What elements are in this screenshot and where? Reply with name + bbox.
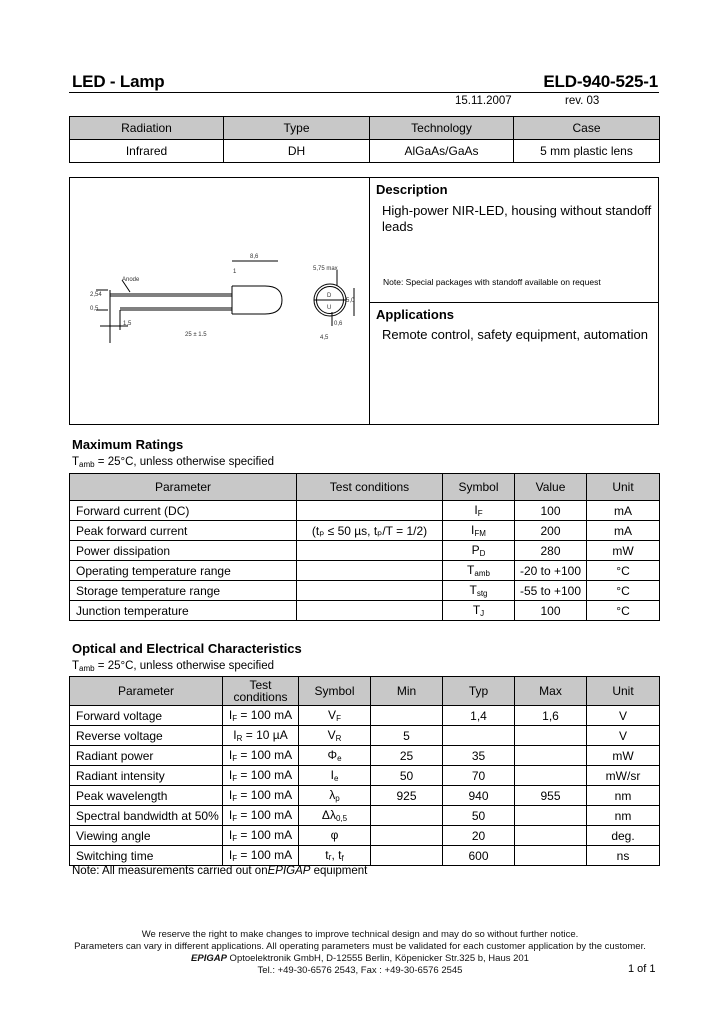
value-cell: 100: [515, 601, 587, 621]
table-row: [70, 846, 660, 866]
svg-text:U: U: [327, 305, 332, 311]
symbol: V: [327, 728, 336, 742]
optical-header-min: Min: [371, 677, 443, 706]
summary-header-type: Type: [224, 117, 370, 140]
symbol: T: [467, 563, 475, 577]
conditions-cell: [223, 766, 299, 786]
symbol: λ: [329, 788, 336, 802]
conditions-cell: [297, 501, 443, 521]
summary-header-case: Case: [514, 117, 660, 140]
summary-header-radiation: Radiation: [70, 117, 224, 140]
svg-text:1: 1: [233, 269, 237, 275]
conditions-cell: [223, 786, 299, 806]
cond-symbol: I: [228, 768, 233, 782]
symbol-sub: F: [336, 714, 341, 723]
parameter-cell: Spectral bandwidth at 50%: [70, 806, 223, 826]
conditions-cell: (tₚ ≤ 50 µs, tₚ/T = 1/2): [297, 521, 443, 541]
conditions-cell: [223, 706, 299, 726]
symbol-sub: R: [335, 734, 342, 743]
symbol-cell: [299, 846, 371, 866]
optical-condition: [72, 660, 274, 673]
cond-sub: F: [232, 794, 238, 803]
part-number: ELD-940-525-1: [543, 72, 658, 91]
cond-sub: F: [232, 714, 238, 723]
cond-sub: F: [232, 834, 238, 843]
symbol-sub: f: [341, 854, 344, 863]
symbol-cell: [443, 561, 515, 581]
description-panel: [369, 177, 659, 303]
unit-cell: °C: [587, 581, 660, 601]
table-row: [70, 766, 660, 786]
symbol-cell: [299, 726, 371, 746]
cond-symbol: I: [228, 788, 233, 802]
min-cell: 925: [371, 786, 443, 806]
unit-cell: mA: [587, 501, 660, 521]
measurement-note: [72, 865, 367, 877]
optical-header-conditions: Test conditions: [223, 677, 299, 706]
unit-cell: mW/sr: [587, 766, 660, 786]
max-cell: [515, 826, 587, 846]
footer-disclaimer-2: Parameters can vary in different applications. All operating parameters must be validated for each customer application by the customer.: [74, 941, 646, 952]
symbol-cell: [443, 581, 515, 601]
symbol: V: [328, 708, 337, 722]
symbol-sub: p: [335, 794, 340, 803]
max-header-conditions: Test conditions: [297, 474, 443, 501]
summary-table: [69, 116, 660, 163]
note-prefix: Note: All measurements carried out on: [72, 865, 268, 877]
typ-cell: [443, 726, 515, 746]
footer-disclaimer-1: We reserve the right to make changes to improve technical design and may do so without further notice.: [141, 929, 579, 940]
min-cell: 5: [371, 726, 443, 746]
conditions-cell: [223, 746, 299, 766]
svg-text:Anode: Anode: [122, 277, 140, 283]
symbol-sub: e: [337, 754, 342, 763]
optical-header-symbol: Symbol: [299, 677, 371, 706]
optical-title: Optical and Electrical Characteristics: [72, 641, 302, 656]
parameter-cell: Viewing angle: [70, 826, 223, 846]
symbol-sub: FM: [474, 529, 486, 538]
description-note: Note: Special packages with standoff available on request: [383, 277, 601, 287]
typ-cell: 35: [443, 746, 515, 766]
svg-text:D: D: [327, 293, 332, 299]
max-cell: [515, 746, 587, 766]
symbol-cell: [443, 521, 515, 541]
min-cell: 50: [371, 766, 443, 786]
table-row: [70, 521, 660, 541]
symbol: Φ: [327, 748, 338, 762]
min-cell: [371, 806, 443, 826]
note-brand: EPIGAP: [267, 865, 311, 877]
conditions-cell: [223, 806, 299, 826]
symbol-cell: [299, 786, 371, 806]
drawing-label-length: 8,6: [250, 254, 259, 260]
min-cell: [371, 826, 443, 846]
cond-value: = 100 mA: [237, 708, 293, 722]
symbol: T: [469, 583, 477, 597]
dimension-drawing-panel: [69, 177, 370, 425]
min-cell: [371, 846, 443, 866]
cond-symbol: I: [228, 708, 233, 722]
max-header-symbol: Symbol: [443, 474, 515, 501]
symbol-sub: amb: [474, 569, 490, 578]
note-suffix: equipment: [310, 865, 368, 877]
typ-cell: 50: [443, 806, 515, 826]
parameter-cell: Radiant power: [70, 746, 223, 766]
max-cell: [515, 846, 587, 866]
typ-cell: 1,4: [443, 706, 515, 726]
optical-table: [69, 676, 660, 866]
svg-text:0,5: 0,5: [90, 306, 99, 312]
symbol-cell: [299, 746, 371, 766]
symbol: I: [474, 503, 478, 517]
description-title: Description: [376, 182, 448, 197]
parameter-cell: Storage temperature range: [70, 581, 297, 601]
conditions-cell: [297, 561, 443, 581]
cond-value: = 100 mA: [237, 808, 293, 822]
optical-header-max: Max: [515, 677, 587, 706]
symbol-sub: F: [477, 509, 483, 518]
conditions-cell: [297, 541, 443, 561]
unit-cell: °C: [587, 561, 660, 581]
symbol: Δλ: [321, 808, 336, 822]
applications-title: Applications: [376, 307, 455, 322]
max-ratings-title: Maximum Ratings: [72, 437, 184, 452]
parameter-cell: Peak forward current: [70, 521, 297, 541]
table-row: [70, 746, 660, 766]
unit-cell: ns: [587, 846, 660, 866]
cond-sub: F: [232, 814, 238, 823]
footer-contact: Tel.: +49-30-6576 2543, Fax : +49-30-6576 2545: [257, 965, 463, 976]
applications-panel: [369, 302, 659, 425]
symbol-sub: stg: [476, 589, 488, 598]
condition-subscript: amb: [79, 460, 95, 469]
conditions-cell: [297, 601, 443, 621]
svg-text:2,54: 2,54: [90, 292, 102, 298]
document-title: LED - Lamp: [72, 72, 165, 91]
conditions-cell: [223, 726, 299, 746]
max-header-unit: Unit: [587, 474, 660, 501]
table-row: [70, 561, 660, 581]
parameter-cell: Peak wavelength: [70, 786, 223, 806]
typ-cell: 70: [443, 766, 515, 786]
condition-text: = 25°C, unless otherwise specified: [94, 660, 275, 672]
symbol: T: [472, 603, 481, 617]
max-header-value: Value: [515, 474, 587, 501]
summary-case: 5 mm plastic lens: [514, 140, 660, 163]
condition-text: = 25°C, unless otherwise specified: [94, 456, 275, 468]
condition-symbol: T: [72, 456, 80, 468]
optical-header-parameter: Parameter: [70, 677, 223, 706]
parameter-cell: Radiant intensity: [70, 766, 223, 786]
page-number: 1 of 1: [628, 963, 656, 975]
parameter-cell: Switching time: [70, 846, 223, 866]
parameter-cell: Forward voltage: [70, 706, 223, 726]
table-row: [70, 581, 660, 601]
max-cell: 1,6: [515, 706, 587, 726]
parameter-cell: Reverse voltage: [70, 726, 223, 746]
table-row: [70, 786, 660, 806]
company-address: Optoelektronik GmbH, D-12555 Berlin, Köpenicker Str.325 b, Haus 201: [226, 953, 529, 964]
symbol-sub: e: [333, 774, 339, 783]
symbol: I: [330, 768, 334, 782]
document-date: 15.11.2007: [455, 95, 512, 107]
svg-text:0,6: 0,6: [334, 321, 343, 327]
cond-value: = 10 µA: [242, 728, 288, 742]
unit-cell: deg.: [587, 826, 660, 846]
summary-type: DH: [224, 140, 370, 163]
min-cell: 25: [371, 746, 443, 766]
conditions-cell: [223, 846, 299, 866]
symbol-cell: [299, 706, 371, 726]
cond-symbol: I: [228, 808, 233, 822]
cond-symbol: I: [228, 828, 233, 842]
symbol: I: [471, 523, 475, 537]
cond-sub: F: [232, 854, 238, 863]
company-brand: EPIGAP: [191, 953, 227, 964]
svg-text:5,75 max: 5,75 max: [313, 266, 338, 272]
svg-text:25 ± 1.5: 25 ± 1.5: [185, 332, 207, 338]
table-row: [70, 726, 660, 746]
value-cell: 280: [515, 541, 587, 561]
table-row: [70, 826, 660, 846]
max-cell: [515, 806, 587, 826]
unit-cell: °C: [587, 601, 660, 621]
max-ratings-table: [69, 473, 660, 621]
svg-text:1,5: 1,5: [123, 321, 132, 327]
max-cell: 955: [515, 786, 587, 806]
footer-company: [0, 953, 720, 964]
value-cell: 200: [515, 521, 587, 541]
cond-value: = 100 mA: [237, 828, 293, 842]
header-rule: [69, 92, 659, 93]
cond-value: = 100 mA: [237, 768, 293, 782]
cond-symbol: I: [233, 728, 237, 742]
unit-cell: mW: [587, 746, 660, 766]
unit-cell: V: [587, 706, 660, 726]
unit-cell: mW: [587, 541, 660, 561]
unit-cell: nm: [587, 806, 660, 826]
max-header-parameter: Parameter: [70, 474, 297, 501]
symbol-cell: [443, 601, 515, 621]
value-cell: -55 to +100: [515, 581, 587, 601]
cond-sub: F: [232, 754, 238, 763]
table-row: [70, 706, 660, 726]
parameter-cell: Forward current (DC): [70, 501, 297, 521]
table-row: [70, 541, 660, 561]
optical-header-unit: Unit: [587, 677, 660, 706]
optical-header-typ: Typ: [443, 677, 515, 706]
summary-technology: AlGaAs/GaAs: [370, 140, 514, 163]
applications-text: Remote control, safety equipment, automation: [382, 327, 648, 342]
led-dimension-drawing: [70, 178, 369, 424]
min-cell: [371, 706, 443, 726]
parameter-cell: Power dissipation: [70, 541, 297, 561]
value-cell: -20 to +100: [515, 561, 587, 581]
description-text: High-power NIR-LED, housing without standoff leads: [382, 203, 652, 234]
conditions-cell: [223, 826, 299, 846]
symbol-sub: D: [479, 549, 486, 558]
condition-subscript: amb: [79, 664, 95, 673]
table-row: [70, 501, 660, 521]
unit-cell: V: [587, 726, 660, 746]
cond-value: = 100 mA: [237, 848, 293, 862]
max-cell: [515, 766, 587, 786]
symbol: tᵣ, t: [325, 848, 342, 862]
unit-cell: mA: [587, 521, 660, 541]
typ-cell: 600: [443, 846, 515, 866]
summary-radiation: Infrared: [70, 140, 224, 163]
cond-value: = 100 mA: [237, 748, 293, 762]
summary-header-technology: Technology: [370, 117, 514, 140]
symbol: P: [471, 543, 480, 557]
symbol-cell: [299, 766, 371, 786]
table-row: [70, 806, 660, 826]
cond-sub: R: [236, 734, 243, 743]
condition-symbol: T: [72, 660, 80, 672]
max-ratings-condition: [72, 456, 274, 469]
unit-cell: nm: [587, 786, 660, 806]
symbol-cell: [299, 826, 371, 846]
svg-text:5,0: 5,0: [346, 298, 355, 304]
symbol-cell: [443, 541, 515, 561]
document-revision: rev. 03: [565, 95, 600, 107]
symbol-cell: [299, 806, 371, 826]
symbol-cell: [443, 501, 515, 521]
svg-text:4,5: 4,5: [320, 335, 329, 341]
parameter-cell: Operating temperature range: [70, 561, 297, 581]
typ-cell: 940: [443, 786, 515, 806]
table-row: [70, 601, 660, 621]
cond-symbol: I: [228, 848, 233, 862]
max-cell: [515, 726, 587, 746]
symbol: φ: [330, 828, 339, 842]
symbol-sub: 0,5: [335, 814, 348, 823]
cond-sub: F: [232, 774, 238, 783]
value-cell: 100: [515, 501, 587, 521]
conditions-cell: [297, 581, 443, 601]
typ-cell: 20: [443, 826, 515, 846]
symbol-sub: J: [480, 609, 485, 618]
cond-symbol: I: [228, 748, 233, 762]
cond-value: = 100 mA: [237, 788, 293, 802]
parameter-cell: Junction temperature: [70, 601, 297, 621]
